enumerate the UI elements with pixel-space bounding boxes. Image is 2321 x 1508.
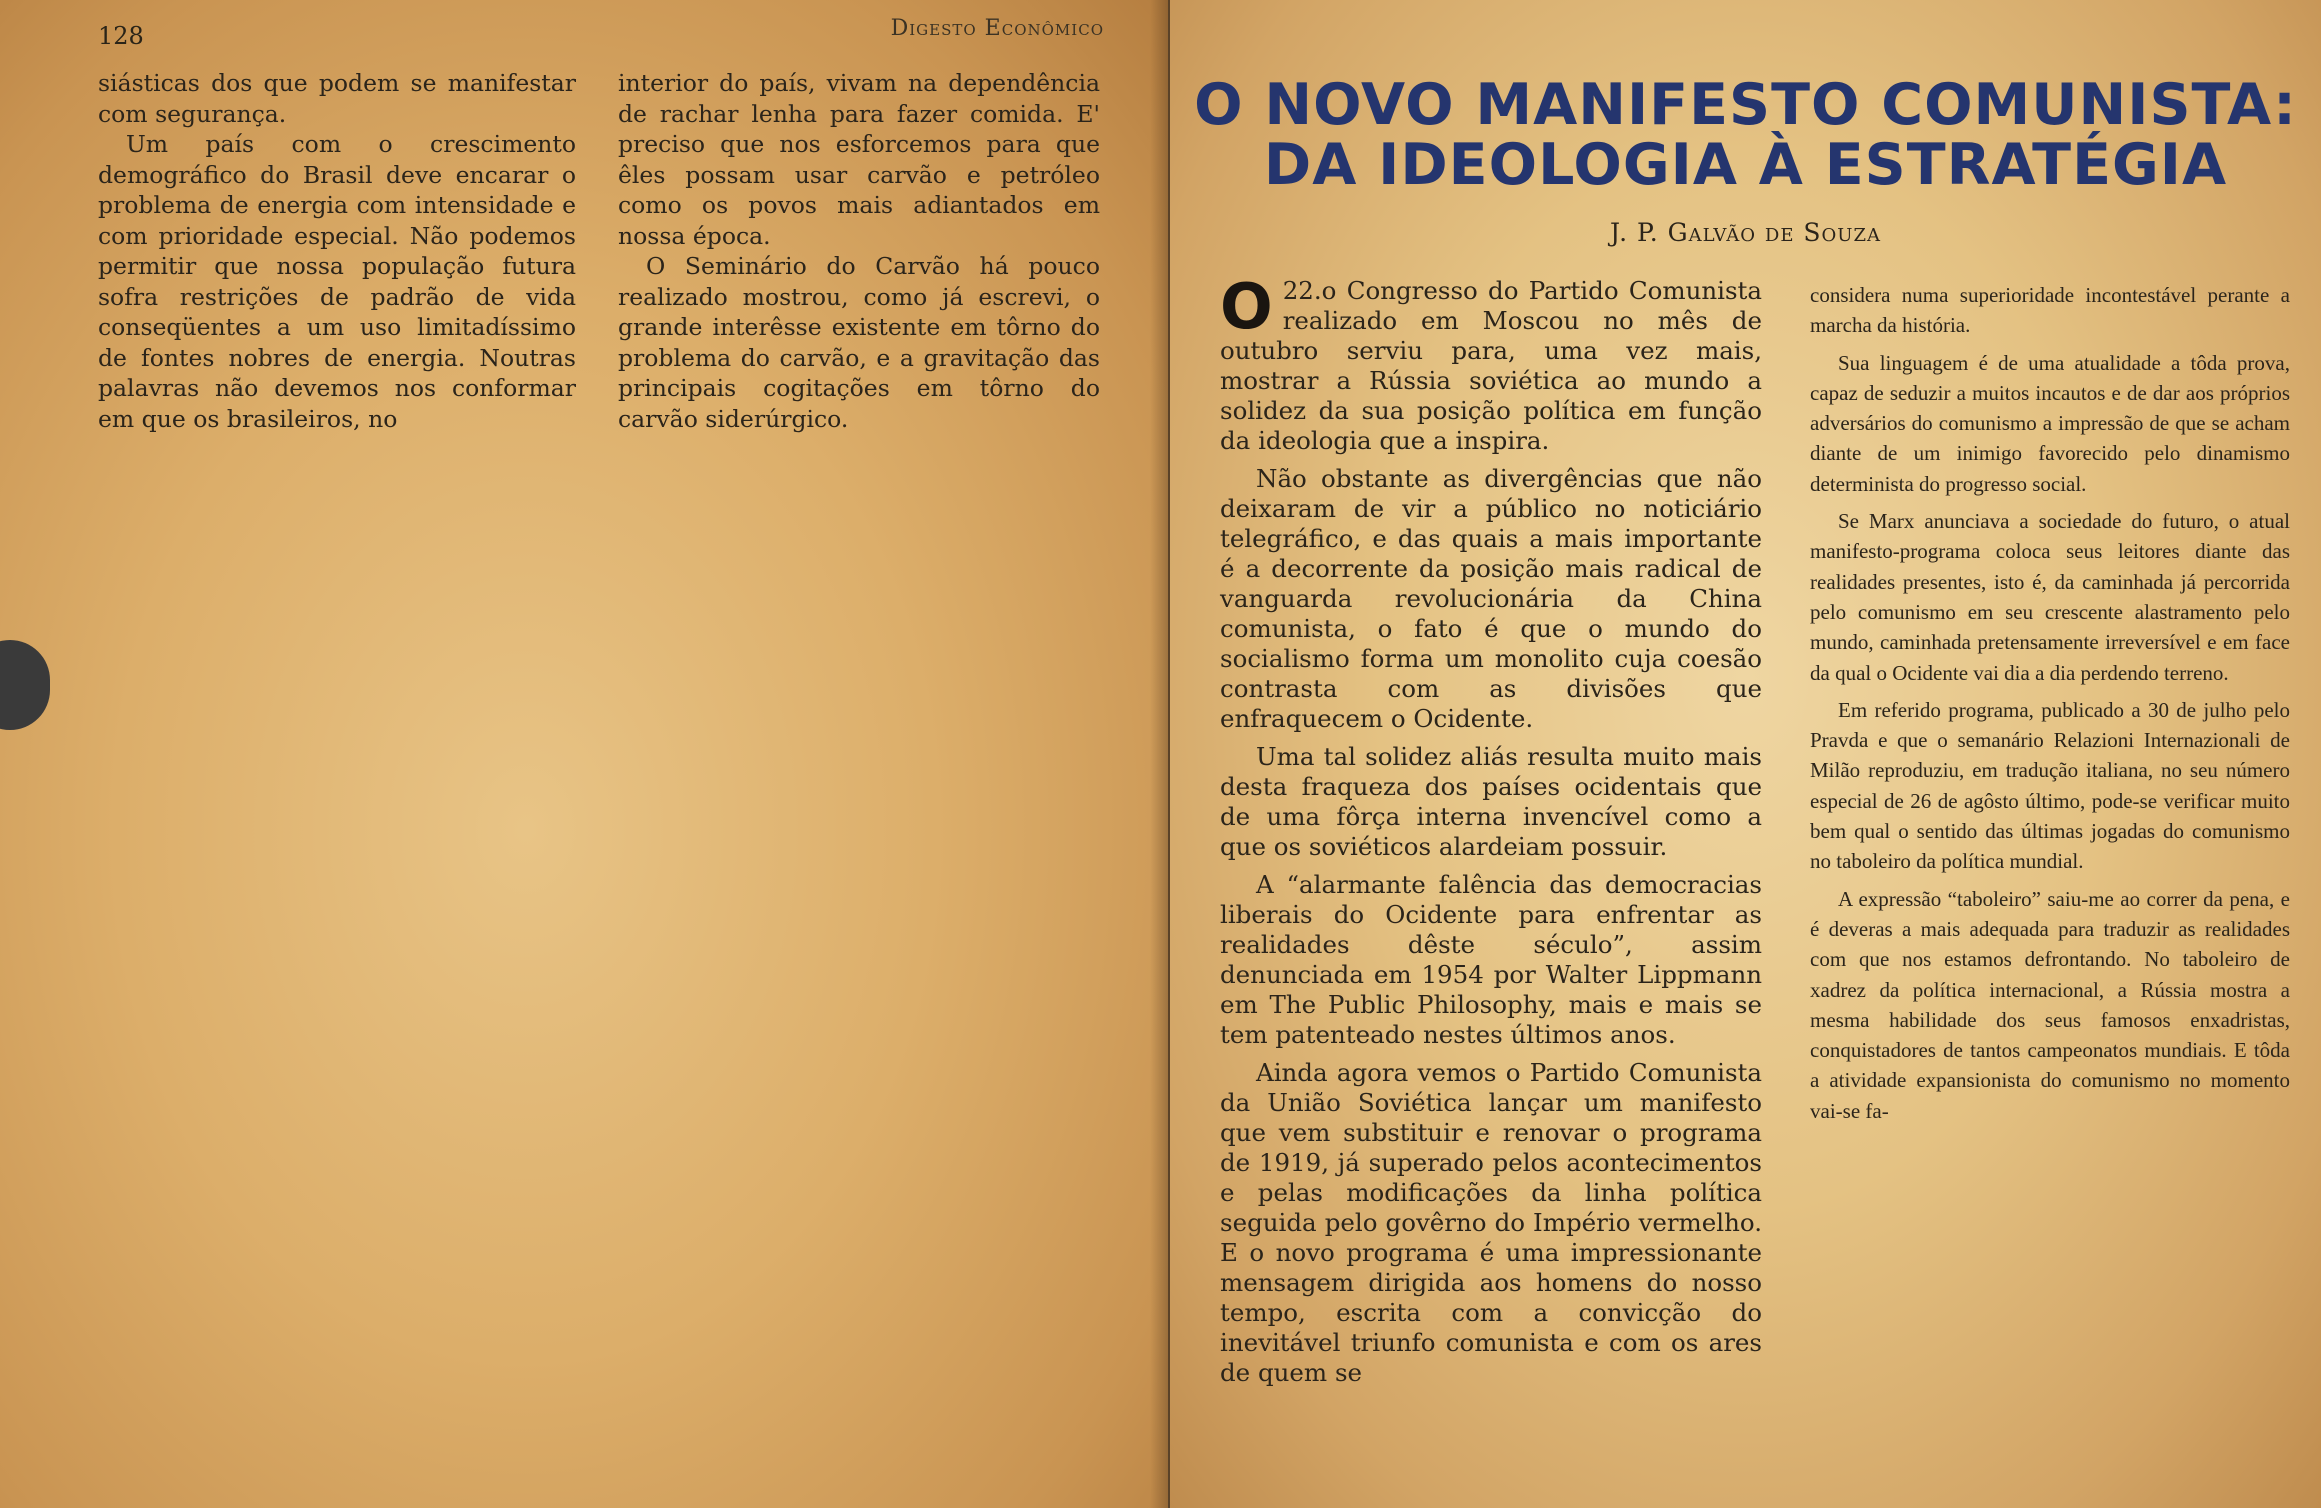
article-headline-line2: DA IDEOLOGIA À ESTRATÉGIA (1263, 132, 2228, 198)
paragraph: Uma tal solidez aliás resulta muito mais desta fraqueza dos países ocidentais que de uma fôrça interna invencível como a que os soviéticos alardeiam possuir. (1220, 742, 1762, 861)
right-page (1170, 0, 2321, 1508)
paragraph: siásticas dos que podem se manifestar com segurança. (98, 69, 576, 128)
article-byline: J. P. Galvão de Souza (1610, 218, 1881, 247)
paragraph: Um país com o crescimento demográfico do Brasil deve encarar o problema de energia com intensidade e com prioridade especial. Não podemos permitir que nossa população futura sofra restrições de padrão de vida conseqüentes a um uso limitadíssimo de fontes nobres de energia. Noutras palavras não devemos nos conformar em que os brasileiros, no (98, 130, 576, 433)
left-column-b (618, 68, 1100, 434)
drop-cap: O (1220, 270, 1273, 343)
paragraph: O Seminário do Carvão há pouco realizado mostrou, como já escrevi, o grande interêsse existente em tôrno do problema do carvão, e a gravitação das principais cogitações em tôrno do carvão siderúrgico. (618, 252, 1100, 433)
paragraph: Se Marx anunciava a sociedade do futuro, o atual manifesto-programa coloca seus leitores diante das realidades presentes, isto é, da caminhada já percorrida pelo comunismo em seu crescente alastramento pelo mundo, caminhada pretensamente irreversível e em face da qual o Ocidente vai dia a dia perdendo terreno. (1810, 509, 2290, 685)
paragraph: Sua linguagem é de uma atualidade a tôda prova, capaz de seduzir a muitos incautos e de dar aos próprios adversários do comunismo a impressão de que se acham diante de um inimigo favorecido pelo dinamismo determinista do progresso social. (1810, 350, 2290, 496)
paragraph: A “alarmante falência das democracias liberais do Ocidente para enfrentar as realidades dêste século”, assim denunciada em 1954 por Walter Lippmann em The Public Philosophy, mais e mais se tem patenteado nestes últimos anos. (1220, 870, 1762, 1049)
running-head: Digesto Econômico (890, 16, 1104, 41)
paragraph: A expressão “taboleiro” saiu-me ao correr da pena, e é deveras a mais adequada para traduzir as realidades com que nos estamos defrontando. No taboleiro de xadrez da política internacional, a Rússia mostra a mesma habilidade dos seus famosos enxadristas, conquistadores de tantos campeonatos mundiais. E tôda a atividade expansionista do comunismo no momento vai-se fa- (1810, 886, 2290, 1123)
page-number: 128 (98, 22, 144, 50)
article-headline-line1: O NOVO MANIFESTO COMUNISTA: (1194, 72, 2297, 138)
paragraph: considera numa superioridade incontestável perante a marcha da história. (1810, 283, 2290, 338)
left-column-a (98, 68, 576, 434)
lead-paragraph (1220, 270, 1762, 456)
paragraph: Ainda agora vemos o Partido Comunista da União Soviética lançar um manifesto que vem substituir e renovar o programa de 1919, já superado pelos acontecimentos e pelas modificações da linha política seguida pelo govêrno do Império vermelho. E o novo programa é uma impressionante mensagem dirigida aos homens do nosso tempo, escrita com a convicção do inevitável triunfo comunista e com os ares de quem se (1220, 1058, 1762, 1387)
lead-paragraph-text: 22.o Congresso do Partido Comunista realizado em Moscou no mês de outubro serviu para, uma vez mais, mostrar a Rússia soviética ao mundo a solidez da sua posição política em função da ideologia que a inspira. (1220, 276, 1762, 455)
paragraph: interior do país, vivam na dependência de rachar lenha para fazer comida. E' preciso que nos esforcemos para que êles possam usar carvão e petróleo como os povos mais adiantados em nossa época. (618, 69, 1100, 250)
paragraph: Em referido programa, publicado a 30 de julho pelo Pravda e que o semanário Relazioni Internazionali de Milão reproduziu, em tradução italiana, no seu número especial de 26 de agôsto último, pode-se verificar muito bem qual o sentido das últimas jogadas do comunismo no taboleiro da política mundial. (1810, 697, 2290, 874)
paragraph: Não obstante as divergências que não deixaram de vir a público no noticiário telegráfico, e das quais a mais importante é a decorrente da posição mais radical de vanguarda revolucionária da China comunista, o fato é que o mundo do socialismo forma um monolito cuja coesão contrasta com as divisões que enfraquecem o Ocidente. (1220, 464, 1762, 733)
right-column-d (1810, 280, 2290, 1133)
right-column-c (1220, 270, 1762, 1396)
binding-notch (0, 640, 50, 730)
